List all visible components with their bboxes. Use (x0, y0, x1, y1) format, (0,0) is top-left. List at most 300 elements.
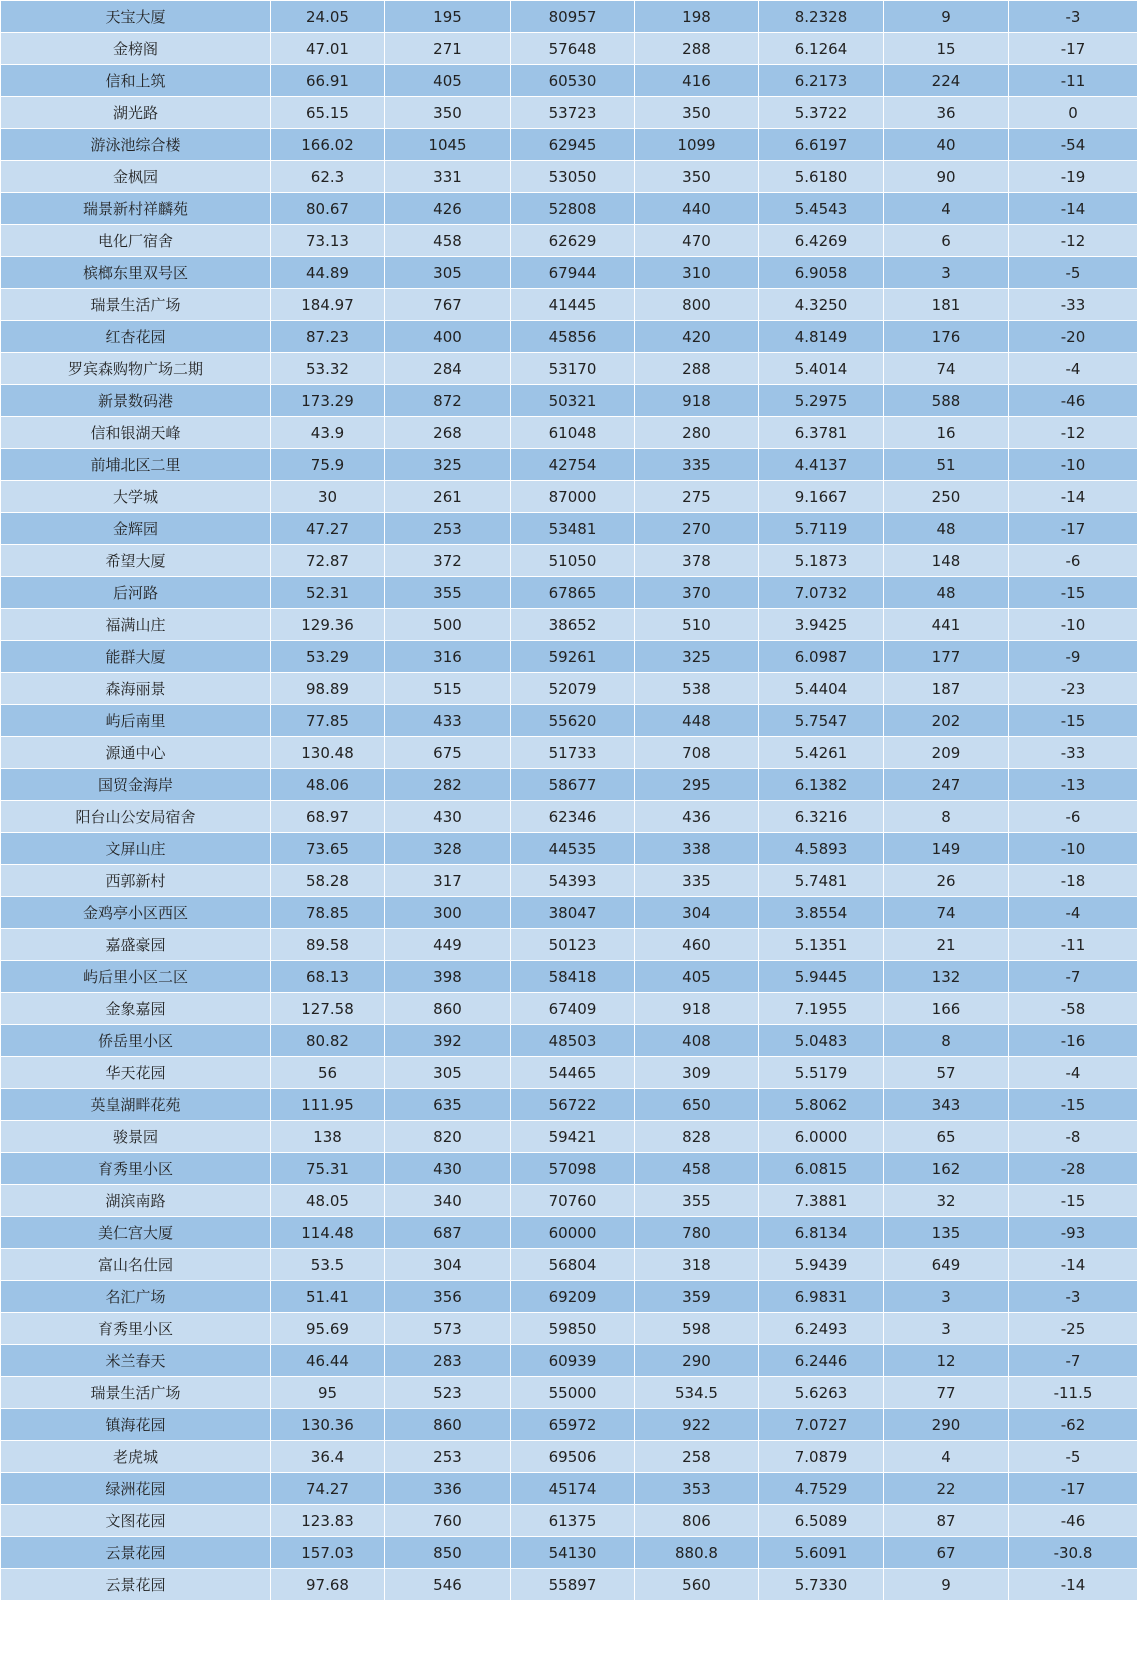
cell-col-3: 850 (385, 1537, 511, 1569)
cell-col-8: -4 (1009, 897, 1137, 929)
table-row (1, 1025, 1137, 1057)
cell-col-2: 53.32 (271, 353, 385, 385)
cell-col-7: 166 (884, 993, 1009, 1025)
table-row (1, 1249, 1137, 1281)
cell-col-2: 66.91 (271, 65, 385, 97)
cell-col-2: 157.03 (271, 1537, 385, 1569)
cell-col-7: 202 (884, 705, 1009, 737)
cell-col-2: 65.15 (271, 97, 385, 129)
table-row (1, 1377, 1137, 1409)
cell-col-2: 130.36 (271, 1409, 385, 1441)
cell-col-2: 51.41 (271, 1281, 385, 1313)
cell-col-6: 6.3781 (759, 417, 884, 449)
cell-col-2: 166.02 (271, 129, 385, 161)
cell-col-7: 74 (884, 353, 1009, 385)
cell-col-4: 59261 (511, 641, 635, 673)
cell-col-3: 271 (385, 33, 511, 65)
cell-col-8: -15 (1009, 1089, 1137, 1121)
table-row (1, 833, 1137, 865)
cell-col-8: -16 (1009, 1025, 1137, 1057)
cell-col-4: 80957 (511, 1, 635, 33)
cell-col-8: -8 (1009, 1121, 1137, 1153)
cell-col-4: 44535 (511, 833, 635, 865)
cell-col-8: -14 (1009, 1249, 1137, 1281)
cell-col-7: 9 (884, 1, 1009, 33)
cell-col-4: 69209 (511, 1281, 635, 1313)
table-row (1, 1153, 1137, 1185)
cell-col-3: 261 (385, 481, 511, 513)
cell-col-3: 820 (385, 1121, 511, 1153)
table-row (1, 1089, 1137, 1121)
cell-col-7: 36 (884, 97, 1009, 129)
cell-col-3: 546 (385, 1569, 511, 1601)
cell-estate-name: 骏景园 (1, 1121, 271, 1153)
cell-estate-name: 华天花园 (1, 1057, 271, 1089)
cell-col-4: 67865 (511, 577, 635, 609)
cell-col-4: 50123 (511, 929, 635, 961)
cell-col-2: 78.85 (271, 897, 385, 929)
cell-col-3: 767 (385, 289, 511, 321)
table-row (1, 33, 1137, 65)
cell-col-7: 290 (884, 1409, 1009, 1441)
cell-col-8: -23 (1009, 673, 1137, 705)
cell-col-5: 309 (635, 1057, 759, 1089)
cell-col-5: 280 (635, 417, 759, 449)
cell-col-2: 97.68 (271, 1569, 385, 1601)
cell-col-2: 80.82 (271, 1025, 385, 1057)
cell-col-5: 335 (635, 449, 759, 481)
cell-col-6: 6.9831 (759, 1281, 884, 1313)
cell-col-8: -3 (1009, 1281, 1137, 1313)
cell-estate-name: 育秀里小区 (1, 1153, 271, 1185)
cell-col-8: -11 (1009, 65, 1137, 97)
cell-col-7: 57 (884, 1057, 1009, 1089)
cell-col-5: 460 (635, 929, 759, 961)
cell-col-6: 5.4404 (759, 673, 884, 705)
cell-col-2: 47.01 (271, 33, 385, 65)
cell-col-5: 198 (635, 1, 759, 33)
cell-col-7: 65 (884, 1121, 1009, 1153)
cell-col-3: 860 (385, 1409, 511, 1441)
cell-col-2: 43.9 (271, 417, 385, 449)
table-row (1, 705, 1137, 737)
cell-col-4: 53170 (511, 353, 635, 385)
cell-col-4: 65972 (511, 1409, 635, 1441)
cell-col-8: -25 (1009, 1313, 1137, 1345)
cell-col-6: 6.2493 (759, 1313, 884, 1345)
cell-col-5: 918 (635, 385, 759, 417)
cell-estate-name: 名汇广场 (1, 1281, 271, 1313)
cell-col-3: 405 (385, 65, 511, 97)
cell-col-3: 433 (385, 705, 511, 737)
cell-col-2: 123.83 (271, 1505, 385, 1537)
cell-col-8: -11.5 (1009, 1377, 1137, 1409)
cell-estate-name: 米兰春天 (1, 1345, 271, 1377)
cell-estate-name: 瑞景生活广场 (1, 1377, 271, 1409)
cell-col-6: 6.1382 (759, 769, 884, 801)
cell-col-6: 4.7529 (759, 1473, 884, 1505)
cell-estate-name: 绿洲花园 (1, 1473, 271, 1505)
table-row (1, 929, 1137, 961)
table-row (1, 353, 1137, 385)
cell-col-8: -11 (1009, 929, 1137, 961)
cell-col-6: 6.3216 (759, 801, 884, 833)
cell-estate-name: 嘉盛豪园 (1, 929, 271, 961)
cell-col-3: 458 (385, 225, 511, 257)
cell-col-8: -6 (1009, 545, 1137, 577)
cell-col-4: 52808 (511, 193, 635, 225)
cell-col-3: 573 (385, 1313, 511, 1345)
cell-col-7: 224 (884, 65, 1009, 97)
cell-col-3: 430 (385, 1153, 511, 1185)
cell-col-3: 300 (385, 897, 511, 929)
cell-col-7: 343 (884, 1089, 1009, 1121)
cell-col-2: 62.3 (271, 161, 385, 193)
cell-col-6: 5.7330 (759, 1569, 884, 1601)
cell-col-5: 800 (635, 289, 759, 321)
cell-col-6: 7.3881 (759, 1185, 884, 1217)
cell-col-4: 87000 (511, 481, 635, 513)
cell-col-2: 127.58 (271, 993, 385, 1025)
cell-col-2: 36.4 (271, 1441, 385, 1473)
cell-col-8: -17 (1009, 33, 1137, 65)
table-row (1, 289, 1137, 321)
cell-col-8: -33 (1009, 289, 1137, 321)
cell-col-8: -3 (1009, 1, 1137, 33)
cell-col-8: -30.8 (1009, 1537, 1137, 1569)
cell-col-4: 57098 (511, 1153, 635, 1185)
cell-col-5: 650 (635, 1089, 759, 1121)
cell-estate-name: 金象嘉园 (1, 993, 271, 1025)
cell-estate-name: 屿后里小区二区 (1, 961, 271, 993)
table-row (1, 65, 1137, 97)
cell-estate-name: 森海丽景 (1, 673, 271, 705)
cell-estate-name: 金辉园 (1, 513, 271, 545)
cell-col-4: 60939 (511, 1345, 635, 1377)
cell-col-6: 5.2975 (759, 385, 884, 417)
cell-estate-name: 富山名仕园 (1, 1249, 271, 1281)
cell-col-6: 5.4014 (759, 353, 884, 385)
table-row (1, 1441, 1137, 1473)
cell-col-8: -20 (1009, 321, 1137, 353)
cell-estate-name: 文屏山庄 (1, 833, 271, 865)
cell-col-5: 470 (635, 225, 759, 257)
cell-col-5: 353 (635, 1473, 759, 1505)
cell-col-2: 75.9 (271, 449, 385, 481)
table-row (1, 865, 1137, 897)
cell-col-8: -14 (1009, 1569, 1137, 1601)
cell-col-8: -13 (1009, 769, 1137, 801)
cell-col-8: -46 (1009, 385, 1137, 417)
cell-col-6: 7.0879 (759, 1441, 884, 1473)
cell-col-8: -7 (1009, 1345, 1137, 1377)
cell-estate-name: 云景花园 (1, 1569, 271, 1601)
cell-col-4: 53723 (511, 97, 635, 129)
cell-col-3: 687 (385, 1217, 511, 1249)
cell-col-5: 295 (635, 769, 759, 801)
cell-col-6: 3.9425 (759, 609, 884, 641)
cell-col-4: 45174 (511, 1473, 635, 1505)
cell-col-7: 77 (884, 1377, 1009, 1409)
cell-col-8: -4 (1009, 353, 1137, 385)
cell-col-2: 47.27 (271, 513, 385, 545)
table-row (1, 321, 1137, 353)
cell-col-7: 4 (884, 193, 1009, 225)
cell-col-3: 304 (385, 1249, 511, 1281)
cell-estate-name: 瑞景新村祥麟苑 (1, 193, 271, 225)
cell-col-3: 283 (385, 1345, 511, 1377)
cell-col-6: 5.6263 (759, 1377, 884, 1409)
cell-col-4: 62346 (511, 801, 635, 833)
table-row (1, 1121, 1137, 1153)
cell-col-5: 510 (635, 609, 759, 641)
cell-col-7: 90 (884, 161, 1009, 193)
cell-col-5: 405 (635, 961, 759, 993)
cell-col-4: 67944 (511, 257, 635, 289)
cell-col-3: 392 (385, 1025, 511, 1057)
cell-estate-name: 金榜阁 (1, 33, 271, 65)
cell-col-3: 340 (385, 1185, 511, 1217)
cell-col-8: 0 (1009, 97, 1137, 129)
cell-col-5: 408 (635, 1025, 759, 1057)
cell-col-3: 1045 (385, 129, 511, 161)
cell-col-5: 275 (635, 481, 759, 513)
cell-col-8: -33 (1009, 737, 1137, 769)
table-row (1, 1217, 1137, 1249)
cell-col-7: 250 (884, 481, 1009, 513)
cell-estate-name: 西郭新村 (1, 865, 271, 897)
cell-estate-name: 侨岳里小区 (1, 1025, 271, 1057)
cell-col-2: 114.48 (271, 1217, 385, 1249)
cell-col-5: 350 (635, 97, 759, 129)
cell-col-8: -10 (1009, 609, 1137, 641)
cell-estate-name: 天宝大厦 (1, 1, 271, 33)
cell-col-8: -46 (1009, 1505, 1137, 1537)
cell-col-7: 132 (884, 961, 1009, 993)
cell-col-7: 22 (884, 1473, 1009, 1505)
cell-col-5: 1099 (635, 129, 759, 161)
cell-col-7: 149 (884, 833, 1009, 865)
cell-col-3: 860 (385, 993, 511, 1025)
table-row (1, 257, 1137, 289)
cell-col-7: 3 (884, 1281, 1009, 1313)
cell-col-7: 8 (884, 1025, 1009, 1057)
cell-col-2: 130.48 (271, 737, 385, 769)
table-row (1, 481, 1137, 513)
cell-col-7: 16 (884, 417, 1009, 449)
cell-col-5: 325 (635, 641, 759, 673)
cell-col-4: 59850 (511, 1313, 635, 1345)
cell-estate-name: 镇海花园 (1, 1409, 271, 1441)
cell-col-3: 500 (385, 609, 511, 641)
cell-estate-name: 能群大厦 (1, 641, 271, 673)
table-row (1, 161, 1137, 193)
cell-col-5: 560 (635, 1569, 759, 1601)
table-row (1, 1, 1137, 33)
cell-col-7: 48 (884, 513, 1009, 545)
cell-col-3: 268 (385, 417, 511, 449)
cell-col-6: 7.1955 (759, 993, 884, 1025)
cell-col-2: 24.05 (271, 1, 385, 33)
cell-col-3: 336 (385, 1473, 511, 1505)
cell-col-7: 26 (884, 865, 1009, 897)
cell-col-3: 449 (385, 929, 511, 961)
cell-estate-name: 大学城 (1, 481, 271, 513)
cell-col-2: 184.97 (271, 289, 385, 321)
cell-col-5: 288 (635, 33, 759, 65)
cell-col-3: 356 (385, 1281, 511, 1313)
cell-col-6: 3.8554 (759, 897, 884, 929)
table-row (1, 1473, 1137, 1505)
cell-col-6: 5.5179 (759, 1057, 884, 1089)
cell-col-5: 258 (635, 1441, 759, 1473)
table-row (1, 1505, 1137, 1537)
cell-col-7: 21 (884, 929, 1009, 961)
cell-col-7: 247 (884, 769, 1009, 801)
cell-col-3: 195 (385, 1, 511, 33)
cell-col-5: 304 (635, 897, 759, 929)
cell-col-4: 58418 (511, 961, 635, 993)
cell-col-6: 7.0732 (759, 577, 884, 609)
cell-col-5: 534.5 (635, 1377, 759, 1409)
cell-col-2: 73.13 (271, 225, 385, 257)
cell-col-2: 48.06 (271, 769, 385, 801)
cell-col-4: 54465 (511, 1057, 635, 1089)
cell-col-4: 62629 (511, 225, 635, 257)
cell-col-2: 77.85 (271, 705, 385, 737)
cell-col-7: 6 (884, 225, 1009, 257)
cell-col-4: 56804 (511, 1249, 635, 1281)
cell-col-4: 51050 (511, 545, 635, 577)
cell-col-6: 4.4137 (759, 449, 884, 481)
cell-estate-name: 新景数码港 (1, 385, 271, 417)
cell-col-7: 8 (884, 801, 1009, 833)
cell-col-3: 325 (385, 449, 511, 481)
cell-col-6: 9.1667 (759, 481, 884, 513)
cell-col-6: 6.0000 (759, 1121, 884, 1153)
cell-col-7: 148 (884, 545, 1009, 577)
cell-col-2: 74.27 (271, 1473, 385, 1505)
cell-col-6: 5.4543 (759, 193, 884, 225)
cell-col-5: 416 (635, 65, 759, 97)
cell-col-4: 70760 (511, 1185, 635, 1217)
table-row (1, 545, 1137, 577)
cell-col-5: 538 (635, 673, 759, 705)
cell-col-2: 89.58 (271, 929, 385, 961)
cell-estate-name: 文图花园 (1, 1505, 271, 1537)
table-row (1, 513, 1137, 545)
cell-col-7: 3 (884, 257, 1009, 289)
cell-col-3: 400 (385, 321, 511, 353)
cell-col-3: 350 (385, 97, 511, 129)
cell-col-7: 588 (884, 385, 1009, 417)
cell-col-4: 53481 (511, 513, 635, 545)
cell-estate-name: 湖光路 (1, 97, 271, 129)
cell-col-3: 635 (385, 1089, 511, 1121)
cell-col-7: 135 (884, 1217, 1009, 1249)
cell-estate-name: 云景花园 (1, 1537, 271, 1569)
cell-col-4: 42754 (511, 449, 635, 481)
cell-col-4: 57648 (511, 33, 635, 65)
table-row (1, 1345, 1137, 1377)
table-row (1, 801, 1137, 833)
cell-estate-name: 电化厂宿舍 (1, 225, 271, 257)
cell-col-2: 138 (271, 1121, 385, 1153)
cell-col-5: 440 (635, 193, 759, 225)
cell-col-6: 8.2328 (759, 1, 884, 33)
table-row (1, 1537, 1137, 1569)
cell-col-2: 95 (271, 1377, 385, 1409)
cell-col-5: 318 (635, 1249, 759, 1281)
cell-col-3: 675 (385, 737, 511, 769)
cell-col-5: 290 (635, 1345, 759, 1377)
cell-col-6: 6.9058 (759, 257, 884, 289)
cell-col-4: 69506 (511, 1441, 635, 1473)
cell-col-6: 6.6197 (759, 129, 884, 161)
cell-col-3: 328 (385, 833, 511, 865)
cell-col-2: 53.5 (271, 1249, 385, 1281)
cell-col-6: 4.3250 (759, 289, 884, 321)
cell-estate-name: 槟榔东里双号区 (1, 257, 271, 289)
cell-col-3: 523 (385, 1377, 511, 1409)
cell-col-2: 68.97 (271, 801, 385, 833)
cell-col-4: 55897 (511, 1569, 635, 1601)
cell-col-7: 4 (884, 1441, 1009, 1473)
cell-col-5: 922 (635, 1409, 759, 1441)
cell-col-5: 335 (635, 865, 759, 897)
cell-col-4: 45856 (511, 321, 635, 353)
cell-col-2: 87.23 (271, 321, 385, 353)
cell-col-7: 649 (884, 1249, 1009, 1281)
cell-col-5: 378 (635, 545, 759, 577)
cell-col-7: 209 (884, 737, 1009, 769)
cell-col-5: 355 (635, 1185, 759, 1217)
cell-col-8: -7 (1009, 961, 1137, 993)
cell-col-3: 331 (385, 161, 511, 193)
cell-col-8: -12 (1009, 225, 1137, 257)
cell-col-6: 4.8149 (759, 321, 884, 353)
table-row (1, 193, 1137, 225)
cell-col-3: 284 (385, 353, 511, 385)
cell-col-2: 46.44 (271, 1345, 385, 1377)
table-row (1, 1185, 1137, 1217)
cell-col-2: 44.89 (271, 257, 385, 289)
cell-col-6: 4.5893 (759, 833, 884, 865)
cell-col-3: 253 (385, 513, 511, 545)
cell-col-6: 5.6180 (759, 161, 884, 193)
cell-col-5: 828 (635, 1121, 759, 1153)
cell-col-2: 56 (271, 1057, 385, 1089)
cell-col-8: -12 (1009, 417, 1137, 449)
table-row (1, 577, 1137, 609)
table-row (1, 609, 1137, 641)
cell-col-7: 67 (884, 1537, 1009, 1569)
cell-col-8: -28 (1009, 1153, 1137, 1185)
cell-col-6: 6.1264 (759, 33, 884, 65)
table-row (1, 225, 1137, 257)
cell-col-5: 288 (635, 353, 759, 385)
cell-col-6: 7.0727 (759, 1409, 884, 1441)
cell-col-3: 317 (385, 865, 511, 897)
table-row (1, 449, 1137, 481)
cell-col-4: 54130 (511, 1537, 635, 1569)
cell-col-4: 41445 (511, 289, 635, 321)
cell-col-7: 3 (884, 1313, 1009, 1345)
cell-col-2: 98.89 (271, 673, 385, 705)
cell-col-8: -15 (1009, 1185, 1137, 1217)
cell-col-2: 129.36 (271, 609, 385, 641)
cell-col-4: 67409 (511, 993, 635, 1025)
